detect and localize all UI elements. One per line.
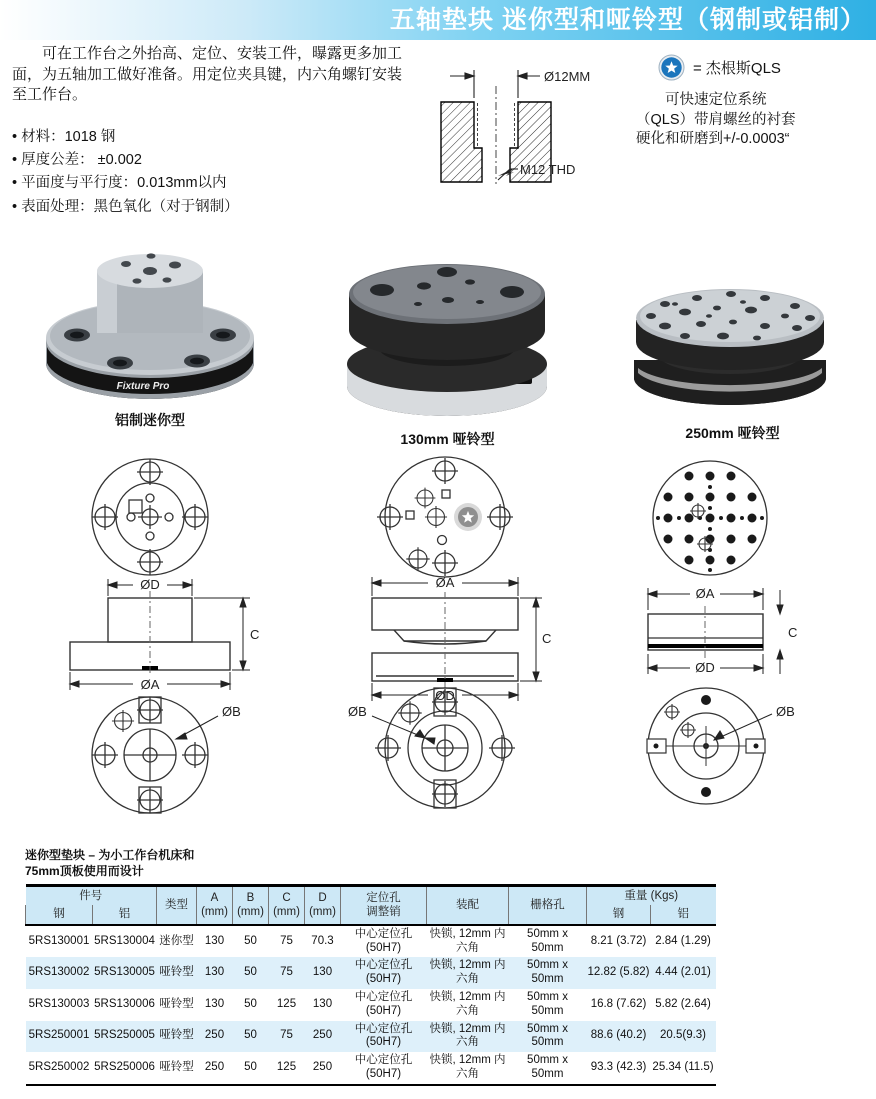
col-a: A (mm) [197,886,233,925]
table-cell: 125 [276,997,297,1010]
table-row [26,1021,716,1053]
d250-dim-top: ØA [695,586,715,601]
spacer-spec-table [25,884,716,1086]
table-cell: 250 [312,1061,333,1074]
table-row [26,989,716,1021]
table-cell: 中心定位孔 (50H7) [354,927,413,954]
table-cell: 哑铃型 [159,966,194,979]
table-cell: 8.21 (3.72) [590,934,647,947]
table-cell: 5.82 (2.64) [655,997,711,1010]
d130-bottom-view [348,688,515,808]
d250-dim-bottom: ØD [695,660,715,675]
table-cell: 中心定位孔 (50H7) [354,959,413,986]
col-assembly: 装配 [427,886,509,925]
mini-dim-holeb: ØB [222,704,241,719]
mini-dim-bottom: ØA [140,677,160,692]
page-title: 五轴垫块 迷你型和哑铃型（钢制或铝制） [390,6,866,34]
dim-label-d12mm: Ø12MM [544,69,591,84]
table-cell: 130 [204,997,225,1010]
bushing-cross-section-drawing [406,56,601,184]
d130-side-view [372,575,551,703]
table-cell: 50 [244,934,257,947]
spec-item-tolerance: • 厚度公差： ±0.002 [12,149,412,172]
product-photo-mini [25,243,275,430]
photo-caption-mini: 铝制迷你型 [115,412,185,428]
col-part-aluminum: 铝 [93,905,157,924]
drawing-mini-type [30,448,285,838]
dumbbell-130-photo-art [320,252,575,420]
table-cell: 5RS130006 [94,997,155,1010]
table-cell: 75 [280,1029,293,1042]
table-cell: 中心定位孔 (50H7) [354,1054,413,1080]
table-cell: 5RS250005 [94,1029,155,1042]
table-cell: 25.34 (11.5) [652,1061,714,1074]
table-cell: 哑铃型 [159,997,194,1010]
table-cell: 5RS130001 [28,934,90,947]
product-photo-250 [605,252,860,443]
qls-legend [636,54,866,150]
mini-top-view [92,459,208,575]
col-grid-holes: 栅格孔 [509,886,587,925]
table-cell: 130 [312,966,333,979]
spacer-table-body [26,925,716,1085]
table-note-line1: 迷你型垫块 – 为小工作台机床和 [25,848,195,862]
table-cell: 50mm x 50mm [527,927,568,954]
table-cell: 哑铃型 [159,1029,194,1042]
table-cell: 5RS130003 [28,997,90,1010]
d250-dim-height: C [788,625,798,640]
table-cell: 75 [280,966,293,979]
qls-description: 可快速定位系统（QLS）带肩螺丝的衬套硬化和研磨到+/-0.0003“ [636,92,796,148]
dumbbell-250-photo-art [605,252,860,414]
spec-list [12,126,412,219]
table-cell: 250 [312,1029,333,1042]
d130-dim-bottom: ØD [435,688,455,703]
col-locating-hole: 定位孔 调整销 [341,886,427,925]
table-cell: 125 [276,1061,297,1074]
table-cell: 50 [244,1061,257,1074]
qls-equals-label: = 杰根斯QLS [693,60,781,77]
table-cell: 5RS130004 [94,934,155,947]
col-weight-steel: 钢 [587,905,651,924]
table-cell: 5RS130002 [28,966,90,979]
table-cell: 250 [204,1061,225,1074]
table-note-line2: 75mm顶板使用而设计 [25,863,144,878]
table-cell: 130 [204,966,225,979]
table-cell: 50 [244,966,257,979]
table-row [26,1052,716,1085]
table-cell: 50mm x 50mm [527,990,568,1017]
table-note [25,848,194,879]
col-d: D (mm) [305,886,341,925]
table-cell: 中心定位孔 (50H7) [354,1022,413,1049]
table-cell: 88.6 (40.2) [590,1029,647,1042]
d130-dim-holeb: ØB [348,704,367,719]
d130-top-view [377,457,513,577]
table-cell: 快锁, 12mm 内六角 [429,1054,506,1080]
table-row [26,957,716,989]
table-cell: 2.84 (1.29) [655,934,711,947]
col-c: C (mm) [269,886,305,925]
table-cell: 50mm x 50mm [527,1054,568,1080]
photo1-brand-label: Fixture Pro [116,381,170,392]
mini-dim-top: ØD [140,577,160,592]
table-cell: 快锁, 12mm 内六角 [429,990,506,1017]
drawing-dumbbell-250 [618,448,876,838]
table-cell: 16.8 (7.62) [590,997,647,1010]
table-cell: 75 [280,934,293,947]
spec-item-flatness: • 平面度与平行度：0.013mm以内 [12,172,412,195]
mini-aluminum-photo-art [25,243,275,401]
col-part-number-group: 件号 [26,886,157,906]
table-cell: 130 [312,997,333,1010]
col-part-steel: 钢 [26,905,93,924]
table-cell: 50mm x 50mm [527,1022,568,1049]
col-weight-group: 重量 (Kgs) [587,886,716,906]
d250-side-view [648,586,797,675]
dim-label-m12thd: M12 THD [520,162,576,177]
table-cell: 快锁, 12mm 内六角 [429,927,506,954]
mini-side-view [70,577,259,692]
table-cell: 20.5(9.3) [659,1029,707,1042]
table-cell: 50 [244,1029,257,1042]
drawing-dumbbell-130 [330,448,585,838]
intro-paragraph: 可在工作台之外抬高、定位、安装工件，曝露更多加工面，为五轴加工做好准备。用定位夹具键，内六角螺钉安装至工作台。 [12,45,403,104]
col-weight-aluminum: 铝 [651,905,716,924]
product-photo-130 [320,252,575,449]
table-cell: 93.3 (42.3) [590,1061,647,1074]
table-cell: 4.44 (2.01) [655,966,711,979]
table-cell: 快锁, 12mm 内六角 [429,959,506,986]
d130-dim-height: C [542,631,552,646]
d250-top-view [653,461,767,575]
table-cell: 50mm x 50mm [527,959,568,986]
table-cell: 5RS250001 [28,1029,90,1042]
spec-item-material: • 材料：1018 钢 [12,126,412,149]
table-row [26,925,716,958]
table-cell: 5RS250006 [94,1061,155,1074]
table-cell: 快锁, 12mm 内六角 [429,1022,506,1049]
d250-bottom-view [647,688,795,804]
d250-dim-holeb: ØB [776,704,795,719]
table-cell: 70.3 [311,934,334,947]
table-cell: 130 [204,934,225,947]
photo-caption-250: 250mm 哑铃型 [685,425,780,441]
d130-dim-top: ØA [435,575,455,590]
qls-star-icon [658,54,685,81]
spec-item-finish: • 表面处理：黑色氧化（对于钢制） [12,196,412,219]
mini-dim-height: C [250,627,260,642]
photo-caption-130: 130mm 哑铃型 [400,431,495,447]
title-bar [0,0,876,40]
table-cell: 12.82 (5.82) [587,966,650,979]
table-cell: 迷你型 [159,934,194,947]
table-cell: 哑铃型 [159,1061,194,1074]
table-header [26,886,716,925]
mini-bottom-view [92,697,241,813]
table-cell: 5RS250002 [28,1061,90,1074]
table-cell: 中心定位孔 (50H7) [354,990,413,1017]
col-type: 类型 [157,886,197,925]
table-cell: 5RS130005 [94,966,155,979]
col-b: B (mm) [233,886,269,925]
table-cell: 250 [204,1029,225,1042]
table-cell: 50 [244,997,257,1010]
